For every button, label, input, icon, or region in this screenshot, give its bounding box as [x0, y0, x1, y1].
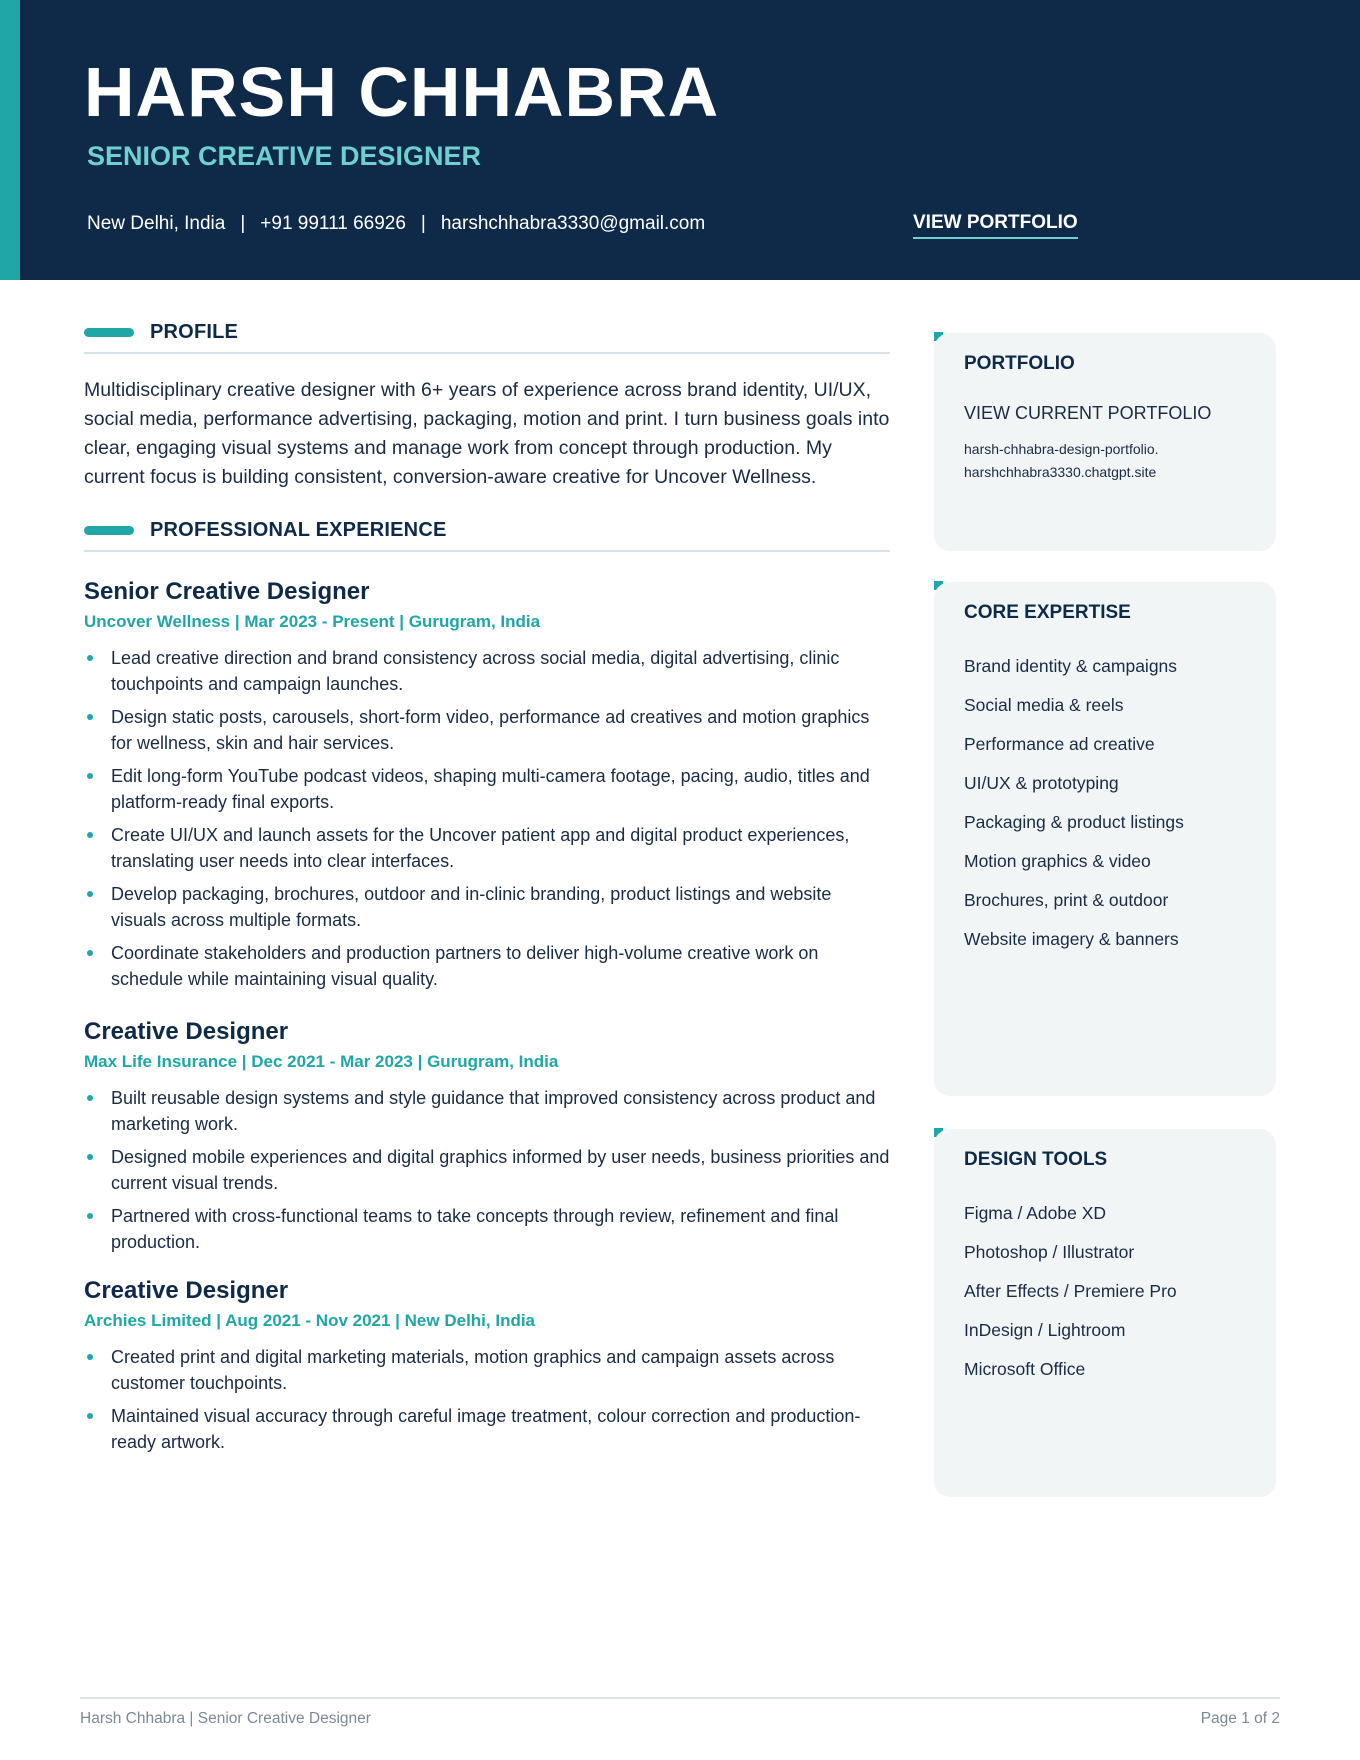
contact-location: New Delhi, India — [87, 213, 226, 234]
tool-item: After Effects / Premiere Pro — [964, 1281, 1177, 1301]
job-bullet: Create UI/UX and launch assets for the Uncover patient app and digital product experiences, translating user needs into clear interfaces. — [84, 822, 890, 874]
expertise-item: Performance ad creative — [964, 734, 1155, 754]
view-portfolio-link[interactable]: VIEW PORTFOLIO — [913, 212, 1078, 239]
portfolio-url[interactable] — [964, 438, 1246, 484]
section-title: PROFESSIONAL EXPERIENCE — [150, 518, 447, 541]
job-meta: Archies Limited | Aug 2021 - Nov 2021 | New Delhi, India — [84, 1311, 536, 1330]
job-bullet: Built reusable design systems and style guidance that improved consistency across product and marketing work. — [84, 1085, 890, 1137]
candidate-role: SENIOR CREATIVE DESIGNER — [87, 141, 482, 171]
expertise-list — [964, 654, 1246, 951]
footer-divider — [80, 1697, 1280, 1699]
job-bullet: Maintained visual accuracy through careful image treatment, colour correction and production-ready artwork. — [84, 1403, 890, 1455]
main-column — [84, 320, 890, 1462]
portfolio-card — [934, 333, 1276, 551]
job-bullet: Develop packaging, brochures, outdoor and in-clinic branding, product listings and website visuals across multiple formats. — [84, 881, 890, 933]
core-expertise-card — [934, 582, 1276, 1096]
job-bullets — [84, 1085, 890, 1255]
design-tools-card — [934, 1129, 1276, 1497]
profile-section-heading — [84, 320, 890, 354]
expertise-item: Social media & reels — [964, 695, 1124, 715]
candidate-name: HARSH CHHABRA — [84, 53, 720, 131]
portfolio-url-line: harsh-chhabra-design-portfolio. — [964, 441, 1159, 457]
job-bullet: Design static posts, carousels, short-form video, performance ad creatives and motion graphics for wellness, skin and hair services. — [84, 704, 890, 756]
expertise-item: Brochures, print & outdoor — [964, 890, 1169, 910]
card-title: CORE EXPERTISE — [964, 602, 1131, 623]
job-entry — [84, 578, 890, 992]
section-accent-bar — [84, 526, 134, 535]
job-meta: Max Life Insurance | Dec 2021 - Mar 2023 | Gurugram, India — [84, 1052, 559, 1071]
profile-summary: Multidisciplinary creative designer with 6+ years of experience across brand identity, UI/UX, social media, performance advertising, packaging, motion and print. I turn business goals into clear, engaging visual systems and manage work from concept through production. My current focus is building consistent, conversion-aware creative for Uncover Wellness. — [84, 379, 890, 488]
job-bullet: Partnered with cross-functional teams to take concepts through review, refinement and final production. — [84, 1203, 890, 1255]
resume-header — [0, 0, 1360, 280]
section-title: PROFILE — [150, 320, 239, 343]
portfolio-label[interactable]: VIEW CURRENT PORTFOLIO — [964, 403, 1212, 423]
contact-separator: | — [240, 213, 246, 234]
job-bullet: Coordinate stakeholders and production partners to deliver high-volume creative work on schedule while maintaining visual quality. — [84, 940, 890, 992]
tool-item: Microsoft Office — [964, 1359, 1086, 1379]
page-number: Page 1 of 2 — [1200, 1710, 1280, 1727]
expertise-item: Packaging & product listings — [964, 812, 1184, 832]
job-bullets — [84, 645, 890, 992]
header-accent-bar — [0, 0, 20, 280]
job-bullet: Edit long-form YouTube podcast videos, shaping multi-camera footage, pacing, audio, titles and platform-ready final exports. — [84, 763, 890, 815]
tool-item: Photoshop / Illustrator — [964, 1242, 1135, 1262]
contact-email[interactable]: harshchhabra3330@gmail.com — [440, 213, 706, 234]
expertise-item: Brand identity & campaigns — [964, 656, 1178, 676]
footer-caption: Harsh Chhabra | Senior Creative Designer — [80, 1710, 371, 1727]
card-title: DESIGN TOOLS — [964, 1149, 1108, 1170]
expertise-item: UI/UX & prototyping — [964, 773, 1119, 793]
contact-line — [87, 213, 705, 235]
portfolio-url-line: harshchhabra3330.chatgpt.site — [964, 464, 1157, 480]
job-bullet: Lead creative direction and brand consistency across social media, digital advertising, clinic touchpoints and campaign launches. — [84, 645, 890, 697]
contact-phone: +91 99111 66926 — [260, 213, 406, 234]
job-entry — [84, 1018, 890, 1255]
job-bullet: Created print and digital marketing materials, motion graphics and campaign assets across customer touchpoints. — [84, 1344, 890, 1396]
tool-item: InDesign / Lightroom — [964, 1320, 1126, 1340]
section-accent-bar — [84, 328, 134, 337]
job-meta: Uncover Wellness | Mar 2023 - Present | Gurugram, India — [84, 612, 541, 631]
tool-item: Figma / Adobe XD — [964, 1203, 1107, 1223]
experience-section-heading — [84, 518, 890, 552]
contact-separator: | — [420, 213, 426, 234]
job-bullet: Designed mobile experiences and digital graphics informed by user needs, business priorities and current visual trends. — [84, 1144, 890, 1196]
job-title: Senior Creative Designer — [84, 578, 370, 605]
job-bullets — [84, 1344, 890, 1455]
card-title: PORTFOLIO — [964, 353, 1075, 374]
expertise-item: Website imagery & banners — [964, 929, 1179, 949]
job-title: Creative Designer — [84, 1018, 289, 1045]
job-entry — [84, 1277, 890, 1455]
tools-list — [964, 1201, 1246, 1381]
expertise-item: Motion graphics & video — [964, 851, 1151, 871]
job-title: Creative Designer — [84, 1277, 289, 1304]
